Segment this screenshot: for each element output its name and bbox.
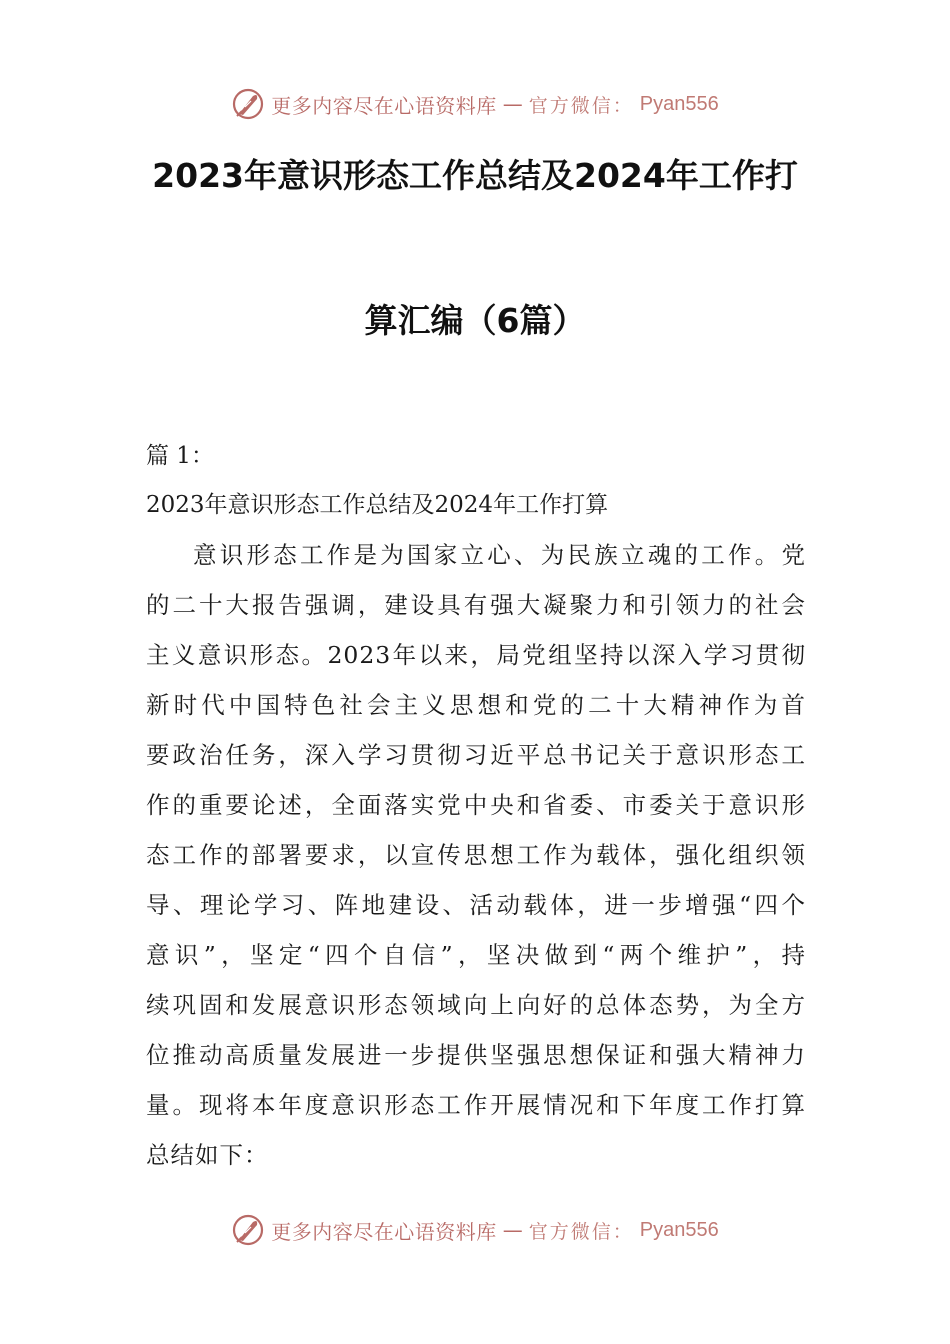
document-title-line-1: 2023年意识形态工作总结及2024年工作打 (152, 156, 798, 195)
watermark-footer (0, 1210, 950, 1250)
section-heading: 2023年意识形态工作总结及2024年工作打算 (146, 492, 609, 518)
watermark-text: 更多内容尽在心语资料库 (271, 1219, 497, 1244)
watermark-wechat-id: Pyan556 (639, 1218, 719, 1241)
paragraph-line: 量。现将本年度意识形态工作开展情况和下年度工作打算 (146, 1091, 806, 1119)
paragraph-line: 导、理论学习、阵地建设、活动载体，进一步增强“四个 (146, 891, 806, 919)
paragraph-line: 主义意识形态。2023年以来，局党组坚持以深入学习贯彻 (146, 641, 806, 669)
quill-pen-logo-icon (231, 87, 265, 121)
watermark-text: 更多内容尽在心语资料库 (271, 93, 497, 118)
paragraph-line: 位推动高质量发展进一步提供坚强思想保证和强大精神力 (146, 1041, 806, 1069)
paragraph-line: 意识形态工作是为国家立心、为民族立魂的工作。党 (193, 541, 806, 569)
quill-pen-logo-icon (231, 1213, 265, 1247)
watermark-header (0, 84, 950, 124)
watermark-dash: — (502, 1218, 523, 1242)
document-body (146, 432, 806, 1180)
paragraph-line: 要政治任务，深入学习贯彻习近平总书记关于意识形态工 (146, 741, 806, 769)
watermark-dash: — (502, 92, 523, 116)
document-title-line-2: 算汇编（6篇） (364, 301, 586, 340)
paragraph-line: 新时代中国特色社会主义思想和党的二十大精神作为首 (146, 691, 806, 719)
watermark-wechat-id: Pyan556 (639, 92, 719, 115)
paragraph-line: 作的重要论述，全面落实党中央和省委、市委关于意识形 (146, 791, 806, 819)
section-label: 篇 1： (146, 443, 214, 469)
watermark-wechat-label: 官方微信： (528, 1220, 634, 1243)
paragraph-line: 续巩固和发展意识形态领域向上向好的总体态势，为全方 (146, 991, 806, 1019)
paragraph-line: 总结如下： (146, 1141, 269, 1169)
paragraph-line: 态工作的部署要求，以宣传思想工作为载体，强化组织领 (146, 841, 806, 869)
paragraph-line: 意识”，坚定“四个自信”，坚决做到“两个维护”，持 (146, 941, 806, 969)
paragraph-line: 的二十大报告强调，建设具有强大凝聚力和引领力的社会 (146, 591, 806, 619)
watermark-wechat-label: 官方微信： (528, 94, 634, 117)
